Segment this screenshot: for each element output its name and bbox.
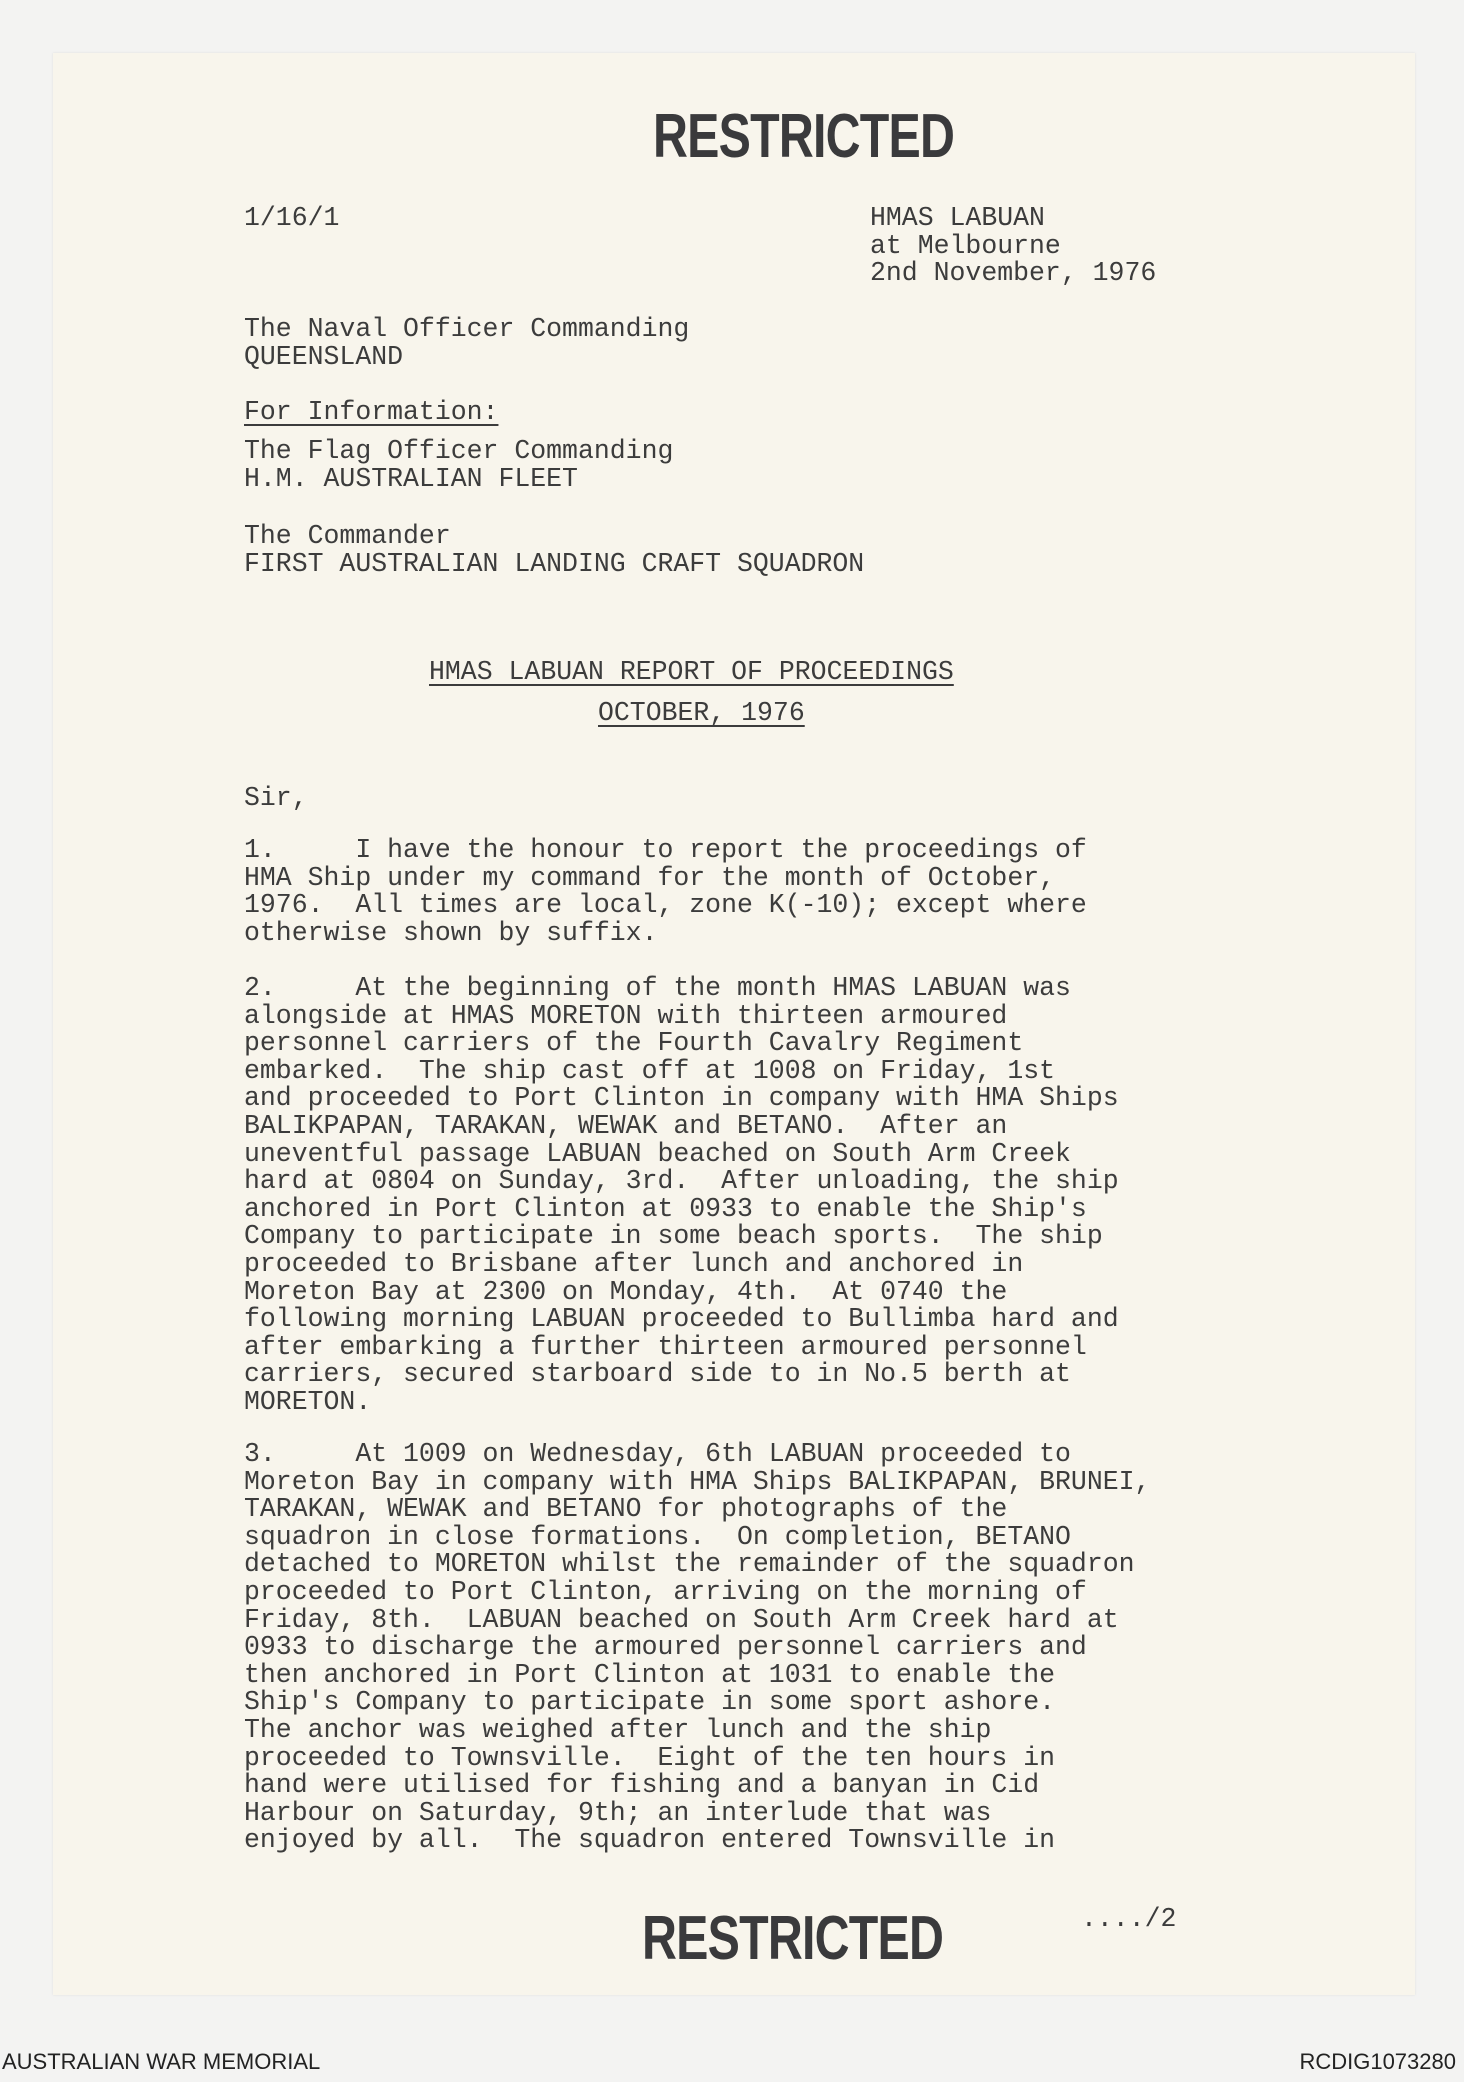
text-line: HMA Ship under my command for the month of October, (244, 862, 1056, 893)
text-line: The anchor was weighed after lunch and the ship (244, 1714, 992, 1745)
text-line: 2nd November, 1976 (870, 258, 1157, 289)
text-line: 2. At the beginning of the month HMAS LABUAN was (244, 973, 1071, 1003)
text-line: alongside at HMAS MORETON with thirteen armoured (244, 1000, 1008, 1031)
text-line: carriers, secured starboard side to in No.5 berth at (244, 1359, 1071, 1390)
file-reference: 1/16/1 (244, 203, 340, 233)
text-line: Company to participate in some beach sports. The ship (244, 1221, 1103, 1252)
text-line: Moreton Bay at 2300 on Monday, 4th. At 0740 the (244, 1276, 1008, 1307)
paragraph-2 (244, 975, 1119, 1417)
text-line: 3. At 1009 on Wednesday, 6th LABUAN proceeded to (244, 1439, 1071, 1469)
text-line: HMAS LABUAN (870, 203, 1045, 233)
text-line: Ship's Company to participate in some sport ashore. (244, 1687, 1056, 1718)
text-line: squadron in close formations. On completion, BETANO (244, 1521, 1071, 1552)
restricted-stamp-top: RESTRICTED (653, 102, 955, 171)
text-line: detached to MORETON whilst the remainder of the squadron (244, 1549, 1135, 1580)
restricted-stamp-bottom: RESTRICTED (642, 1904, 944, 1973)
text-line: personnel carriers of the Fourth Cavalry Regiment (244, 1028, 1024, 1059)
text-line: enjoyed by all. The squadron entered Townsville in (244, 1825, 1056, 1856)
text-line: anchored in Port Clinton at 0933 to enable the Ship's (244, 1193, 1087, 1224)
text-line: Harbour on Saturday, 9th; an interlude that was (244, 1797, 992, 1828)
sender-block (870, 205, 1156, 288)
text-line: following morning LABUAN proceeded to Bullimba hard and (244, 1304, 1119, 1335)
text-line: The Commander (244, 521, 451, 551)
text-line: proceeded to Townsville. Eight of the ten hours in (244, 1742, 1056, 1773)
paragraph-1 (244, 837, 1087, 947)
text-line: The Flag Officer Commanding (244, 436, 674, 466)
text-line: embarked. The ship cast off at 1008 on Friday, 1st (244, 1055, 1056, 1086)
text-line: proceeded to Brisbane after lunch and anchored in (244, 1248, 1024, 1279)
text-line: H.M. AUSTRALIAN FLEET (244, 463, 578, 494)
text-line: Moreton Bay in company with HMA Ships BALIKPAPAN, BRUNEI, (244, 1466, 1151, 1497)
footer-source: AUSTRALIAN WAR MEMORIAL (2, 2049, 321, 2074)
report-title: HMAS LABUAN REPORT OF PROCEEDINGS (429, 657, 954, 687)
text-line: and proceeded to Port Clinton in company with HMA Ships (244, 1083, 1119, 1114)
text-line: 1976. All times are local, zone K(-10); except where (244, 890, 1087, 921)
text-line: hard at 0804 on Sunday, 3rd. After unloading, the ship (244, 1166, 1119, 1197)
text-line: TARAKAN, WEWAK and BETANO for photographs of the (244, 1494, 1008, 1525)
text-line: BALIKPAPAN, TARAKAN, WEWAK and BETANO. After an (244, 1110, 1008, 1141)
text-line: then anchored in Port Clinton at 1031 to enable the (244, 1659, 1056, 1690)
addressee-block (244, 316, 689, 371)
text-line: 0933 to discharge the armoured personnel carriers and (244, 1632, 1087, 1663)
info-recipient-1 (244, 438, 673, 493)
text-line: The Naval Officer Commanding (244, 314, 690, 344)
page-continuation: ..../2 (1081, 1904, 1177, 1934)
info-recipient-2 (244, 523, 864, 578)
text-line: hand were utilised for fishing and a banyan in Cid (244, 1770, 1040, 1801)
report-subtitle: OCTOBER, 1976 (598, 698, 805, 728)
text-line: MORETON. (244, 1386, 372, 1417)
text-line: QUEENSLAND (244, 341, 404, 372)
for-information-label: For Information: (244, 397, 499, 427)
text-line: FIRST AUSTRALIAN LANDING CRAFT SQUADRON (244, 548, 865, 579)
text-line: 1. I have the honour to report the proceedings of (244, 835, 1087, 865)
text-line: at Melbourne (870, 230, 1061, 261)
salutation: Sir, (244, 783, 308, 813)
text-line: after embarking a further thirteen armoured personnel (244, 1331, 1087, 1362)
text-line: Friday, 8th. LABUAN beached on South Arm Creek hard at (244, 1604, 1119, 1635)
text-line: proceeded to Port Clinton, arriving on the morning of (244, 1576, 1087, 1607)
paragraph-3 (244, 1441, 1150, 1855)
text-line: uneventful passage LABUAN beached on South Arm Creek (244, 1138, 1071, 1169)
footer-record-id: RCDIG1073280 (1299, 2049, 1456, 2074)
text-line: otherwise shown by suffix. (244, 917, 658, 948)
